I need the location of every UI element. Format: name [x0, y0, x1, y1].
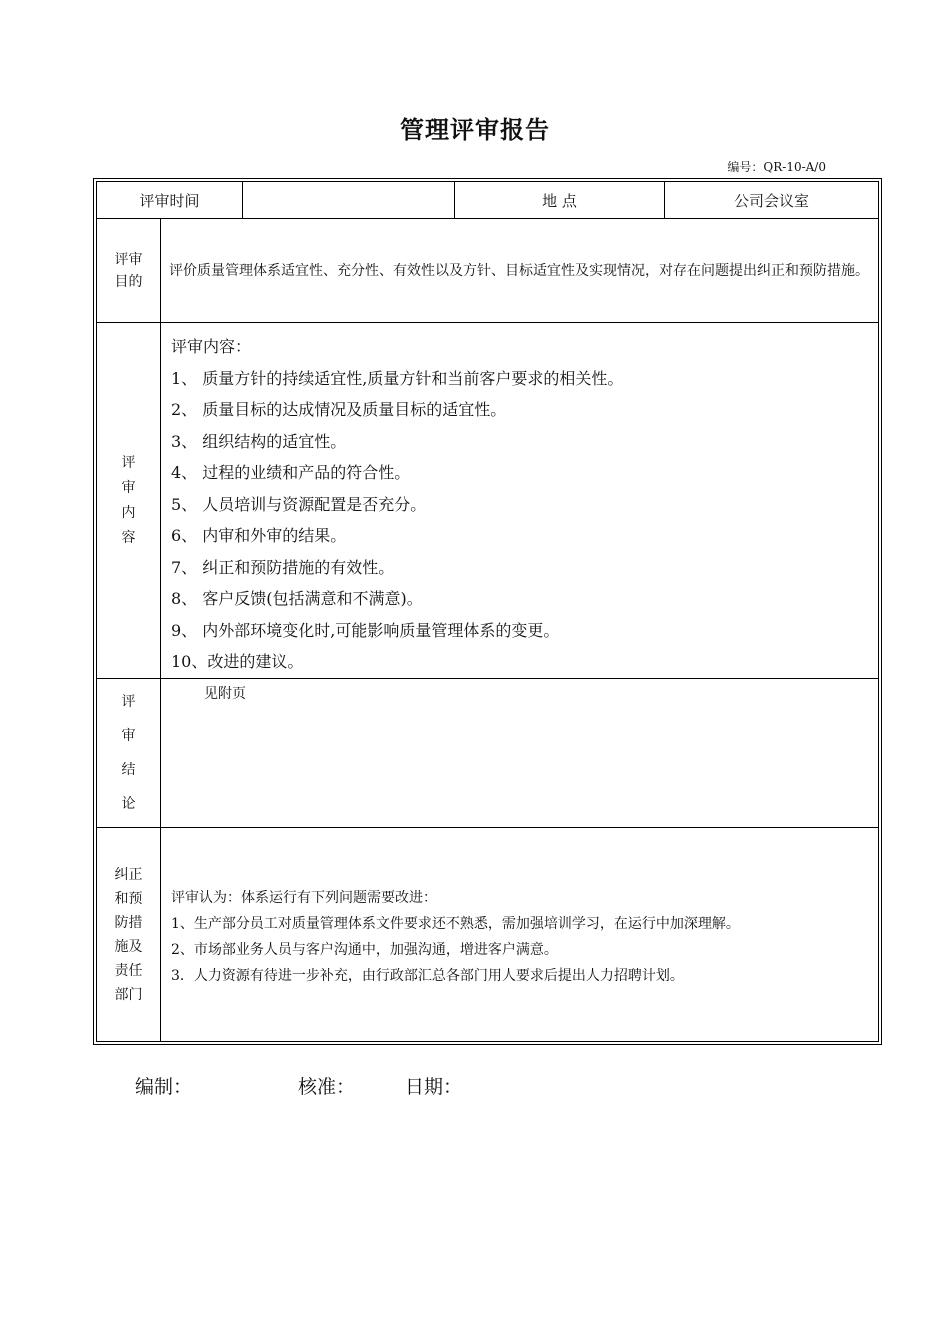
list-item: 3．人力资源有待进一步补充，由行政部汇总各部门用人要求后提出人力招聘计划。 [171, 968, 684, 984]
list-item: 1、 质量方针的持续适宜性,质量方针和当前客户要求的相关性。 [171, 368, 624, 388]
list-item: 8、 客户反馈(包括满意和不满意)。 [171, 589, 423, 608]
page-title: 管理评审报告 [400, 116, 550, 144]
list-item: 7、 纠正和预防措施的有效性。 [171, 557, 395, 577]
review-form [93, 178, 882, 1045]
review-form-table [96, 181, 879, 1042]
review-time-value[interactable] [243, 182, 455, 219]
date-label: 日期： [405, 1076, 463, 1098]
corrective-intro: 评审认为：体系运行有下列问题需要改进： [171, 890, 437, 906]
content-heading: 评审内容： [171, 337, 252, 356]
header-row [97, 182, 879, 219]
review-time-label: 评审时间 [97, 182, 243, 219]
document-number: 编号：QR-10-A/0 [727, 160, 826, 174]
content-row [97, 323, 879, 679]
list-item: 2、 质量目标的达成情况及质量目标的适宜性。 [171, 400, 507, 419]
content-list[interactable] [161, 323, 879, 679]
list-item: 1、生产部分员工对质量管理体系文件要求还不熟悉，需加强培训学习，在运行中加深理解。 [171, 916, 740, 932]
corrective-label: 纠正 和预 防措 施及 责任 部门 [97, 828, 161, 1042]
list-item: 2、市场部业务人员与客户沟通中，加强沟通，增进客户满意。 [171, 942, 558, 958]
location-label: 地 点 [455, 182, 665, 219]
list-item: 9、 内外部环境变化时,可能影响质量管理体系的变更。 [171, 620, 560, 640]
conclusion-text[interactable]: 见附页 [161, 679, 879, 828]
prepared-by-label: 编制： [135, 1076, 193, 1098]
purpose-text[interactable]: 评价质量管理体系适宜性、充分性、有效性以及方针、目标适宜性及实现情况，对存在问题提出纠正和预防措施。 [161, 219, 879, 323]
corrective-row [97, 828, 879, 1042]
list-item: 3、 组织结构的适宜性。 [171, 431, 347, 451]
list-item: 4、 过程的业绩和产品的符合性。 [171, 463, 411, 482]
purpose-label: 评审 目的 [97, 219, 161, 323]
list-item: 10、改进的建议。 [171, 652, 304, 671]
list-item: 5、 人员培训与资源配置是否充分。 [171, 494, 427, 514]
corrective-actions[interactable] [161, 828, 879, 1042]
conclusion-row [97, 679, 879, 828]
approved-by-label: 核准： [298, 1076, 356, 1098]
location-value[interactable]: 公司会议室 [665, 182, 879, 219]
content-label: 评 审 内 容 [97, 323, 161, 679]
conclusion-label: 评 审 结 论 [97, 679, 161, 828]
list-item: 6、 内审和外审的结果。 [171, 526, 347, 545]
purpose-row [97, 219, 879, 323]
